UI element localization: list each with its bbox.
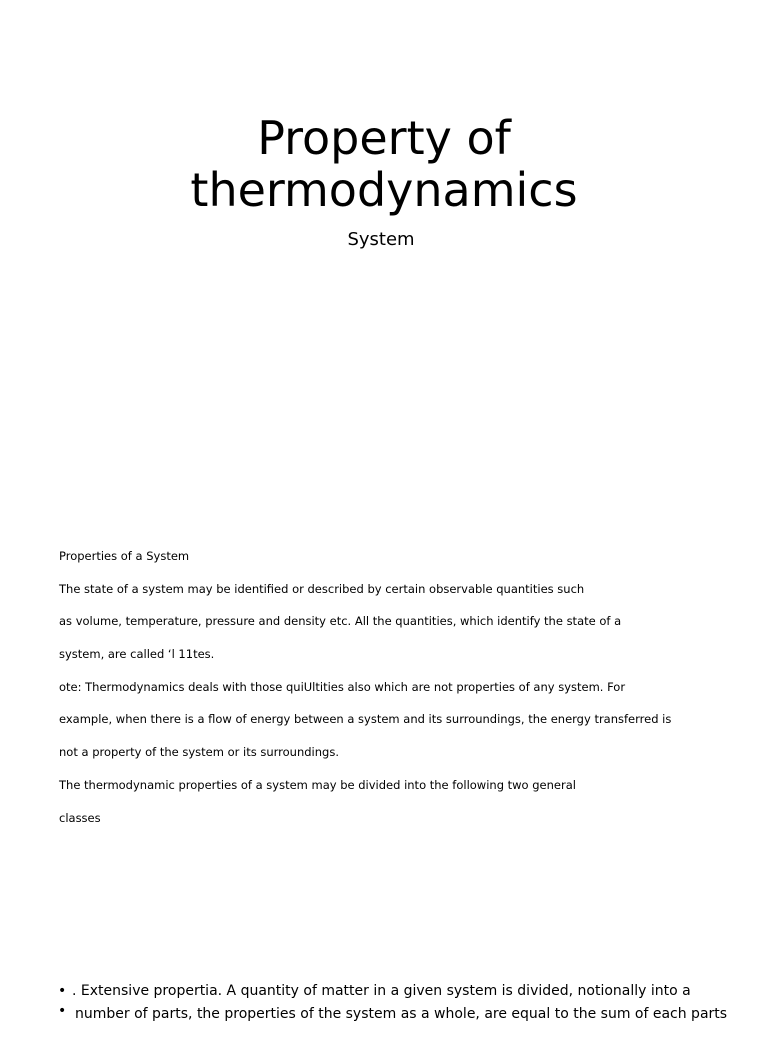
body-line: not a property of the system or its surroundings. [59, 745, 339, 760]
title-block [0, 112, 768, 216]
page-subtitle: System [347, 229, 415, 250]
body-line: as volume, temperature, pressure and density etc. All the quantities, which identify the state of a [59, 614, 622, 629]
body-line: system, are called ‘l 11tes. [59, 647, 215, 662]
bullet-text: . Extensive propertia. A quantity of matter in a given system is divided, notionally into a [72, 983, 691, 999]
body-text [59, 548, 739, 842]
page-title: Property of thermodynamics [190, 111, 578, 217]
cut-off-text: number of parts, the properties of the system as a whole, are equal to the sum of each parts [75, 1006, 728, 1022]
body-line: ote: Thermodynamics deals with those quiUltities also which are not properties of any system. For [59, 679, 626, 694]
body-line-heading: Properties of a System [59, 549, 190, 563]
body-line: example, when there is a flow of energy between a system and its surroundings, the energy transferred is [59, 712, 672, 727]
bullet-icon: • [58, 983, 67, 999]
cut-off-text-line [75, 1006, 728, 1024]
body-line: The state of a system may be identified or described by certain observable quantities such [59, 581, 585, 596]
bullet-icon: • [58, 1003, 67, 1019]
bullet-item [58, 981, 758, 1001]
body-line: classes [59, 810, 101, 825]
body-line: The thermodynamic properties of a system may be divided into the following two general [59, 777, 576, 792]
